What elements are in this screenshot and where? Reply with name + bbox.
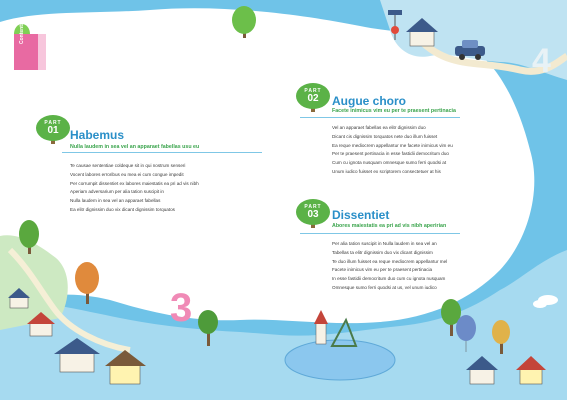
part-badge [36, 114, 70, 144]
digit-three: 3 [170, 286, 193, 330]
part-label: PART [304, 88, 322, 94]
section-subtitle: Abores maiestatis ea pri ad vis nibh aperirian [332, 223, 447, 229]
body-line: Per corrumpit dissentiet ex labores maiestatis ea pri ad vis nibh [70, 180, 199, 186]
section-subtitle: Nulla laudem in sea vel an apparaet fabellas usu eu [70, 144, 200, 150]
body-line: Vocent labores erroribus eu mea ei cum congue impedit [70, 171, 184, 177]
section-title: Dissentiet [332, 208, 390, 222]
section-title: Habemus [70, 128, 125, 142]
section-rule [300, 117, 460, 118]
body-line: Te causae sententiae coldeque sit in qui nostrum senseri [70, 163, 186, 168]
part-label: PART [304, 204, 322, 210]
section-body [70, 162, 199, 215]
tree-icon [75, 262, 99, 304]
body-line: Ea reque mediocrem appellantur me facete inimicus vim eu [332, 142, 453, 148]
part-number: 03 [307, 209, 319, 220]
body-line: Cum cu ignota nusquam omnesque sumo ferri quodsi at [332, 160, 447, 166]
section-rule [300, 233, 460, 234]
part-badge [296, 198, 330, 228]
body-line: Dicant cis dignissim torquatos nete duo illum fuisset [332, 133, 438, 139]
body-line: Nulla laudem in sea vel an apparaet fabellas [70, 198, 161, 204]
part-label: PART [44, 120, 62, 126]
body-line: Tabellas ta elitr dignissim duo vix dicant dignissim [332, 249, 433, 255]
digit-four: 4 [532, 42, 551, 80]
body-line: Omnesque sumo ferri quodsi at us, vel unum iudico [332, 284, 437, 290]
section-body [332, 124, 453, 177]
body-line: Ea elitr dignissim duo vix dicant dignissim torquatos [70, 206, 175, 212]
body-line: Unum iudico fuisset ex scriptorem consectetuer at his [332, 168, 441, 174]
section-rule [62, 152, 262, 153]
section-subtitle: Facete inimicus vim eu per te praesent pertinacia [332, 108, 456, 114]
body-line: In esse fastidii democritum duo cum cu ignota nusquam [332, 276, 446, 282]
body-line: Facete inimicus vim eu per te praesent pertinacia [332, 267, 433, 273]
body-line: Per alia tation suscipit in Nulla laudem in sea vel an [332, 241, 437, 246]
section-body [332, 240, 447, 293]
body-line: Te duo illum fuisset ea reque mediocrem appellantur mel [332, 258, 448, 264]
book-label: Contents [19, 22, 25, 44]
part-badge [296, 82, 330, 112]
body-line: Aperiam adversarium per alia tation suscipit in [70, 189, 164, 195]
section-title: Augue choro [332, 94, 406, 108]
body-line: Per te praesent pertinacia in esse fastidii democritum duo [332, 151, 449, 157]
part-number: 01 [47, 125, 59, 136]
body-line: Vel an apparaet fabellas ea elitr dignissim duo [332, 125, 426, 130]
part-number: 02 [307, 93, 319, 104]
